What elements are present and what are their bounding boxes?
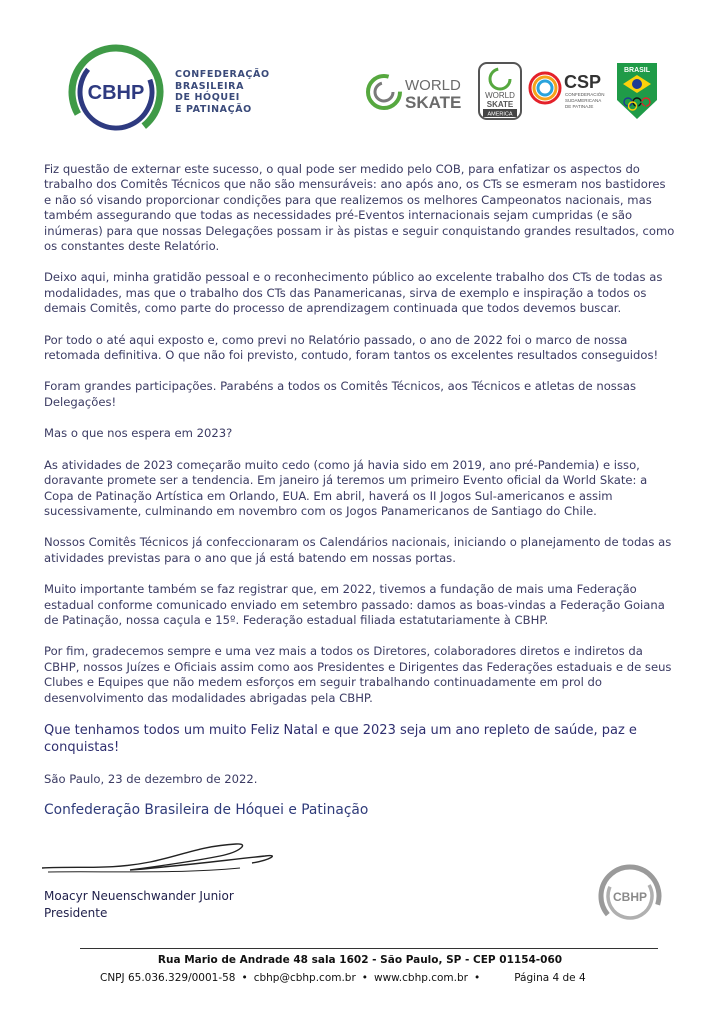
wsa-word-3: AMERICA bbox=[487, 111, 513, 118]
bullet: • bbox=[473, 972, 481, 984]
ws-word-2: SKATE bbox=[405, 93, 462, 112]
signer-name-title: Moacyr Neuenschwander Junior Presidente bbox=[44, 889, 234, 920]
csp-abbr: CSP bbox=[564, 72, 602, 92]
cbhp-logo bbox=[66, 42, 166, 142]
paragraph: Muito importante também se faz registrar que, em 2022, tivemos a fundação de mais uma Federação estadual conforme comunicado enviado em setembro passado: damos as boas-vindas a Federação Goiana de Patinação, nossa caçula e 15º. Federação estadual filiada estatutariamente à CBHP. bbox=[44, 582, 665, 627]
footer-divider bbox=[80, 948, 658, 949]
bullet: • bbox=[361, 972, 368, 984]
letter-body bbox=[44, 162, 676, 819]
csp-sub-2: SUDAMERICANA bbox=[565, 98, 602, 103]
paragraph: Nossos Comitês Técnicos já confeccionaram os Calendários nacionais, iniciando o planejamento de todas as atividades previstas para o ano que já está batendo em nossas portas. bbox=[44, 535, 672, 565]
footer-cnpj: CNPJ 65.036.329/0001-58 bbox=[100, 972, 236, 984]
org-name: CONFEDERAÇÃO BRASILEIRA DE HÓQUEI E PATINAÇÃO bbox=[175, 69, 270, 115]
bullet: • bbox=[241, 972, 248, 984]
brasil-text: BRASIL bbox=[623, 67, 651, 74]
wsa-word-1: WORLD bbox=[485, 91, 515, 100]
csp-sub-1: CONFEDERACIÓN bbox=[565, 92, 605, 97]
handwritten-signature bbox=[40, 838, 300, 888]
cob-brasil-logo bbox=[616, 62, 658, 120]
footer-website[interactable]: www.cbhp.com.br bbox=[374, 972, 468, 984]
logo-text: CBHP bbox=[87, 82, 145, 104]
paragraph: Fiz questão de externar este sucesso, o qual pode ser medido pelo COB, para enfatizar os aspectos do trabalho dos Comitês Técnicos que não são mensuráveis: ano após ano, os CTs se esmeram nos bastidores e não só visando proporcionar condições para que realizemos os melhores Campeonatos nacionais, mas também assegurando que todas as necessidades pré-Eventos internacionais sejam cumpridas (e são inúmeras) para que nossas Delegações possam ir às pistas e seguir conquistando grandes resultados, como os constantes deste Relatório. bbox=[44, 162, 675, 254]
closing-wish: Que tenhamos todos um muito Feliz Natal e que 2023 seja um ano repleto de saúde, paz e conquistas! bbox=[44, 722, 637, 755]
footer-email[interactable]: cbhp@cbhp.com.br bbox=[253, 972, 356, 984]
csp-logo bbox=[528, 66, 608, 116]
letterhead bbox=[0, 0, 720, 150]
signing-organization: Confederação Brasileira de Hóquei e Patinação bbox=[44, 802, 369, 819]
cbhp-seal-watermark bbox=[598, 864, 662, 928]
paragraph: Deixo aqui, minha gratidão pessoal e o reconhecimento público ao excelente trabalho dos CTs de todas as modalidades, mas que o trabalho dos CTs das Panamericanas, sirva de exemplo e inspiração a todos os demais Comitês, como parte do processo de aprendizagem continuada que todos devemos buscar. bbox=[44, 270, 663, 316]
world-skate-america-logo bbox=[478, 62, 522, 120]
paragraph: Mas o que nos espera em 2023? bbox=[44, 426, 233, 441]
footer-address: Rua Mario de Andrade 48 sala 1602 - São Paulo, SP - CEP 01154-060 bbox=[157, 954, 563, 966]
paragraph: Por fim, gradecemos sempre e uma vez mais a todos os Diretores, colaboradores diretos e indiretos da CBHP, nossos Juízes e Oficiais assim como aos Presidentes e Dirigentes das Federações estaduais e de seus Clubes e Equipes que não medem esforços em seguir trabalhando continuadamente em prol do desenvolvimento das modalidades abrigadas pela CBHP. bbox=[44, 644, 672, 705]
paragraph: As atividades de 2023 começarão muito cedo (como já havia sido em 2019, ano pré-Pandemia) e isso, doravante promete ser a tendencia. Em janeiro já teremos um primeiro Evento oficial da World Skate: a Copa de Patinação Artística em Orlando, EUA. Em abril, haverá os II Jogos Sul-americanos e assim sucessivamente, culminando em novembro com os Jogos Panamericanos de Santiago do Chile. bbox=[44, 457, 648, 518]
page-number: Página 4 de 4 bbox=[514, 972, 586, 984]
paragraph: Por todo o até aqui exposto e, como previ no Relatório passado, o ano de 2022 foi o marco de nossa retomada definitiva. O que não foi previsto, contudo, foram tantos os excelentes resultados conseguidos! bbox=[44, 332, 659, 363]
letter-date: São Paulo, 23 de dezembro de 2022. bbox=[44, 771, 258, 786]
wsa-word-2: SKATE bbox=[486, 100, 514, 109]
footer-contact bbox=[100, 972, 640, 984]
paragraph: Foram grandes participações. Parabéns a todos os Comitês Técnicos, aos Técnicos e atletas de nossas Delegações! bbox=[44, 379, 637, 409]
world-skate-logo bbox=[365, 70, 473, 114]
csp-sub-3: DE PATINAJE bbox=[565, 104, 594, 109]
ws-word-1: WORLD bbox=[405, 77, 461, 94]
seal-text: CBHP bbox=[612, 890, 648, 904]
partner-logos bbox=[360, 60, 680, 122]
